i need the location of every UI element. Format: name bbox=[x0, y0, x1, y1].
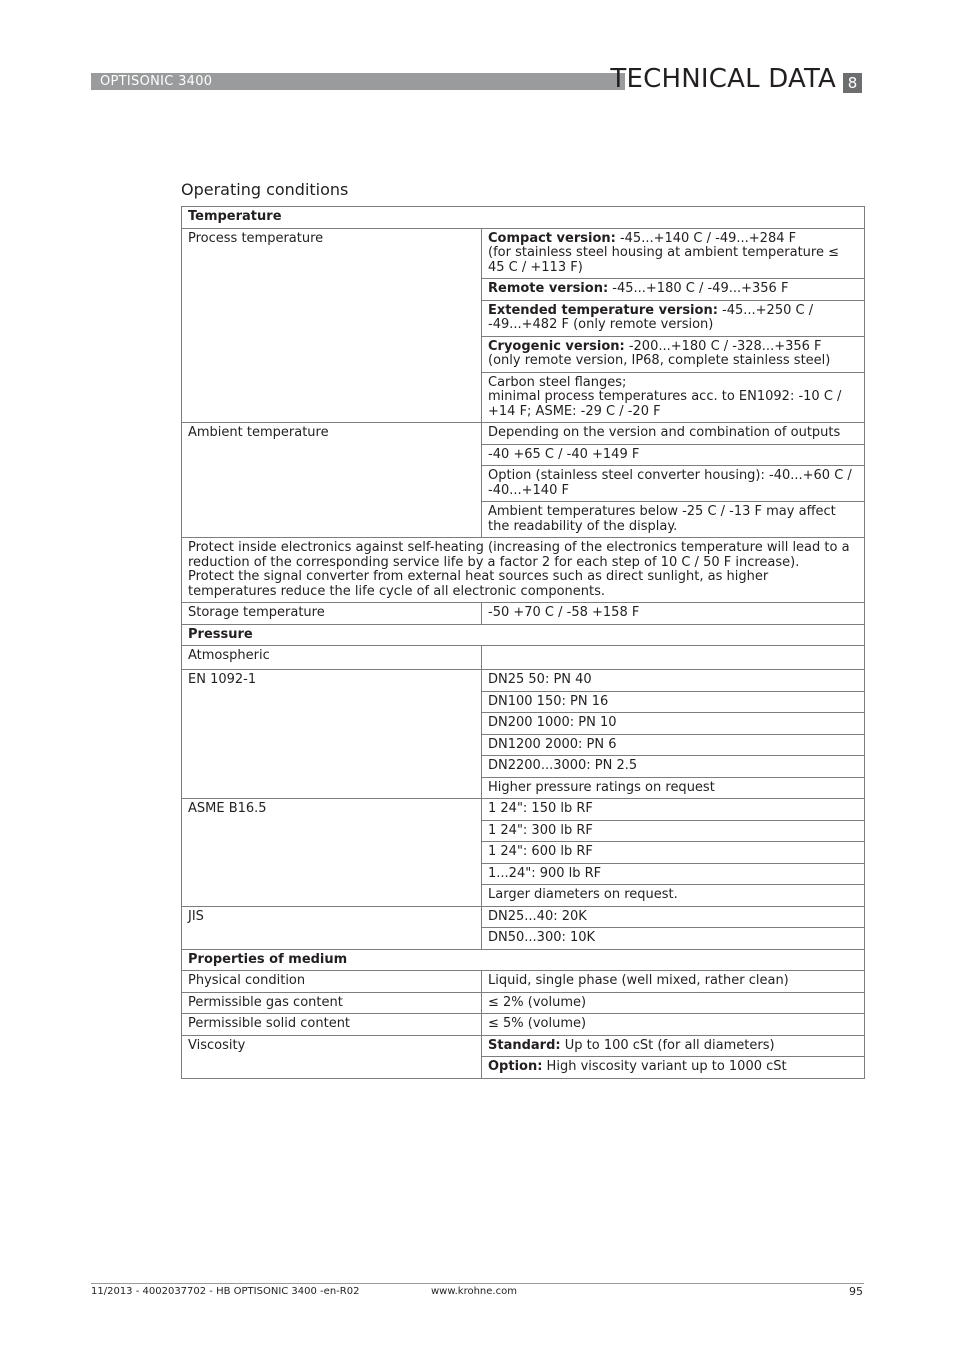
ambient-value-1: Depending on the version and combination of outputs bbox=[482, 423, 865, 445]
table-row bbox=[182, 228, 865, 279]
row-label-ambient-temperature: Ambient temperature bbox=[182, 423, 482, 538]
chapter-number-badge: 8 bbox=[843, 73, 862, 93]
physical-condition-value: Liquid, single phase (well mixed, rather clean) bbox=[482, 971, 865, 993]
table-row bbox=[182, 646, 865, 670]
row-label-process-temperature: Process temperature bbox=[182, 228, 482, 423]
en1092-value: DN1200 2000: PN 6 bbox=[482, 734, 865, 756]
row-label-asme: ASME B16.5 bbox=[182, 799, 482, 907]
table-row bbox=[182, 207, 865, 229]
process-extended-cell bbox=[482, 300, 865, 336]
table-row bbox=[182, 906, 865, 928]
footer-document-reference: 11/2013 - 4002037702 - HB OPTISONIC 3400 -en-R02 bbox=[91, 1286, 360, 1297]
compact-version-label: Compact version: bbox=[488, 230, 616, 246]
remote-version-value: -45...+180 C / -49...+356 F bbox=[608, 281, 789, 296]
en1092-value: DN2200...3000: PN 2.5 bbox=[482, 756, 865, 778]
process-remote-cell bbox=[482, 279, 865, 301]
en1092-value: DN200 1000: PN 10 bbox=[482, 713, 865, 735]
electronics-protection-note bbox=[182, 538, 865, 603]
footer-rule bbox=[91, 1283, 864, 1284]
carbon-steel-line2: minimal process temperatures acc. to EN1092: -10 C / +14 F; ASME: -29 C / -20 F bbox=[488, 389, 842, 419]
asme-value: 1...24": 900 lb RF bbox=[482, 863, 865, 885]
table-row bbox=[182, 1014, 865, 1036]
asme-value: 1 24": 150 lb RF bbox=[482, 799, 865, 821]
table-row bbox=[182, 670, 865, 692]
viscosity-option-value: High viscosity variant up to 1000 cSt bbox=[542, 1059, 787, 1074]
table-row bbox=[182, 949, 865, 971]
cryogenic-version-label: Cryogenic version: bbox=[488, 338, 625, 354]
table-row bbox=[182, 603, 865, 625]
carbon-steel-line1: Carbon steel flanges; bbox=[488, 374, 627, 390]
table-row bbox=[182, 423, 865, 445]
gas-content-value: ≤ 2% (volume) bbox=[482, 992, 865, 1014]
jis-value: DN50...300: 10K bbox=[482, 928, 865, 950]
compact-version-value: -45...+140 C / -49...+284 F bbox=[615, 230, 797, 246]
group-heading-temperature: Temperature bbox=[182, 207, 865, 229]
viscosity-option-label: Option: bbox=[488, 1059, 543, 1074]
cryogenic-version-value: -200...+180 C / -328...+356 F (only remote version, IP68, complete stainless steel) bbox=[488, 338, 831, 368]
operating-conditions-table bbox=[181, 206, 865, 1079]
asme-value: 1 24": 600 lb RF bbox=[482, 842, 865, 864]
group-heading-pressure: Pressure bbox=[182, 624, 865, 646]
en1092-value: DN100 150: PN 16 bbox=[482, 691, 865, 713]
table-row bbox=[182, 799, 865, 821]
viscosity-standard-value: Up to 100 cSt (for all diameters) bbox=[560, 1037, 775, 1053]
section-title: Operating conditions bbox=[181, 180, 349, 199]
table-row bbox=[182, 971, 865, 993]
ambient-value-3: Option (stainless steel converter housing): -40...+60 C / -40...+140 F bbox=[482, 466, 865, 502]
row-label-solid-content: Permissible solid content bbox=[182, 1014, 482, 1036]
atmospheric-value bbox=[482, 646, 865, 670]
storage-temperature-value: -50 +70 C / -58 +158 F bbox=[482, 603, 865, 625]
group-heading-medium: Properties of medium bbox=[182, 949, 865, 971]
footer-page-number: 95 bbox=[849, 1285, 863, 1298]
solid-content-value: ≤ 5% (volume) bbox=[482, 1014, 865, 1036]
product-name: OPTISONIC 3400 bbox=[100, 74, 213, 89]
extended-version-label: Extended temperature version: bbox=[488, 302, 718, 318]
row-label-storage-temperature: Storage temperature bbox=[182, 603, 482, 625]
en1092-value: Higher pressure ratings on request bbox=[482, 777, 865, 799]
row-label-jis: JIS bbox=[182, 906, 482, 949]
chapter-title: TECHNICAL DATA bbox=[610, 64, 836, 94]
viscosity-standard-cell bbox=[482, 1035, 865, 1057]
viscosity-standard-label: Standard: bbox=[488, 1037, 561, 1053]
table-row bbox=[182, 624, 865, 646]
row-label-en1092: EN 1092-1 bbox=[182, 670, 482, 799]
row-label-gas-content: Permissible gas content bbox=[182, 992, 482, 1014]
note-line-2: Protect the signal converter from external heat sources such as direct sunlight, as higher temperatures reduce the life cycle of all electronic components. bbox=[188, 569, 769, 599]
asme-value: Larger diameters on request. bbox=[482, 885, 865, 907]
table-row bbox=[182, 992, 865, 1014]
table-row bbox=[182, 1035, 865, 1057]
table-row bbox=[182, 538, 865, 603]
extended-version-value: -45...+250 C / -49...+482 F (only remote version) bbox=[488, 302, 814, 332]
note-line-1: Protect inside electronics against self-heating (increasing of the electronics temperature will lead to a reduction of the corresponding service life by a factor 2 for each step of 10 C / 50 F increase). bbox=[188, 540, 850, 570]
viscosity-option-cell bbox=[482, 1057, 865, 1079]
footer-website-link[interactable]: www.krohne.com bbox=[431, 1286, 517, 1297]
row-label-physical-condition: Physical condition bbox=[182, 971, 482, 993]
ambient-value-2: -40 +65 C / -40 +149 F bbox=[482, 444, 865, 466]
row-label-viscosity: Viscosity bbox=[182, 1035, 482, 1078]
asme-value: 1 24": 300 lb RF bbox=[482, 820, 865, 842]
process-carbon-cell bbox=[482, 372, 865, 423]
jis-value: DN25...40: 20K bbox=[482, 906, 865, 928]
process-cryogenic-cell bbox=[482, 336, 865, 372]
ambient-value-4: Ambient temperatures below -25 C / -13 F may affect the readability of the display. bbox=[482, 502, 865, 538]
compact-version-note: (for stainless steel housing at ambient temperature ≤ 45 C / +113 F) bbox=[488, 245, 839, 275]
remote-version-label: Remote version: bbox=[488, 281, 609, 296]
row-label-atmospheric: Atmospheric bbox=[182, 646, 482, 670]
process-compact-cell bbox=[482, 228, 865, 279]
en1092-value: DN25 50: PN 40 bbox=[482, 670, 865, 692]
